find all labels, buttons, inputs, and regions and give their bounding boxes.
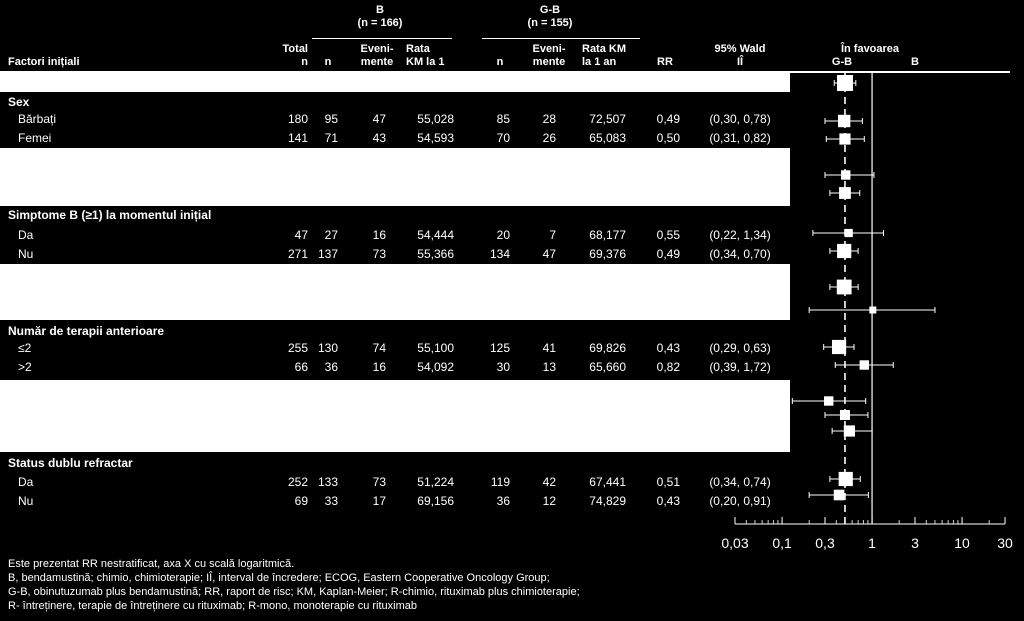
table-cell-b-km: 55,366 bbox=[417, 247, 454, 261]
group-gb-title: G-B (n = 155) bbox=[527, 4, 573, 29]
section-sex: Sex bbox=[8, 95, 30, 109]
table-cell-gb-km: 69,826 bbox=[589, 341, 626, 355]
table-cell-b-ev: 74 bbox=[372, 341, 386, 355]
col-b-n-header: n bbox=[324, 56, 332, 68]
table-cell-b-km: 54,092 bbox=[417, 360, 454, 374]
group-b-title: B (n = 166) bbox=[357, 4, 403, 29]
table-cell-gb-n: 70 bbox=[496, 131, 510, 145]
table-cell-total: 66 bbox=[294, 360, 308, 374]
table-cell-gb-km: 65,660 bbox=[589, 360, 626, 374]
hr-marker bbox=[824, 396, 833, 405]
table-cell-label: >2 bbox=[18, 360, 32, 374]
hr-marker bbox=[837, 244, 851, 258]
x-tick-label: 30 bbox=[997, 535, 1013, 551]
hr-marker bbox=[841, 170, 850, 179]
table-cell-b-n: 95 bbox=[324, 112, 338, 126]
table-cell-label: Bărbați bbox=[18, 112, 57, 126]
table-cell-rr: 0,50 bbox=[656, 131, 680, 145]
table-cell-b-km: 54,593 bbox=[417, 131, 454, 145]
table-cell-b-n: 137 bbox=[317, 247, 338, 261]
table-cell-b-km: 55,100 bbox=[417, 341, 454, 355]
table-cell-b-ev: 73 bbox=[372, 475, 386, 489]
hr-marker bbox=[839, 187, 851, 199]
table-cell-b-n: 27 bbox=[324, 228, 338, 242]
table-cell-b-ev: 17 bbox=[372, 494, 386, 508]
table-cell-total: 69 bbox=[294, 494, 308, 508]
table-cell-ci: (0,34, 0,74) bbox=[709, 475, 771, 489]
table-cell-total: 252 bbox=[287, 475, 308, 489]
table-cell-b-ev: 73 bbox=[372, 247, 386, 261]
table-cell-b-n: 133 bbox=[317, 475, 338, 489]
table-cell-gb-ev: 41 bbox=[542, 341, 556, 355]
table-cell-b-km: 55,028 bbox=[417, 112, 454, 126]
table-cell-ci: (0,39, 1,72) bbox=[709, 360, 771, 374]
table-cell-gb-n: 85 bbox=[496, 112, 510, 126]
table-cell-gb-ev: 13 bbox=[542, 360, 556, 374]
favor-b-label: B bbox=[911, 56, 919, 68]
table-cell-label: Nu bbox=[18, 247, 34, 261]
table-cell-label: Da bbox=[18, 475, 34, 489]
x-tick-label: 0,3 bbox=[815, 535, 835, 551]
x-tick-label: 0,1 bbox=[772, 535, 792, 551]
table-cell-ci: (0,22, 1,34) bbox=[709, 228, 771, 242]
table-cell-rr: 0,43 bbox=[656, 341, 680, 355]
table-cell-b-n: 36 bbox=[324, 360, 338, 374]
section-prior-therapies: Număr de terapii anterioare bbox=[8, 324, 165, 338]
col-gb-km-header: Rata KM la 1 an bbox=[582, 43, 627, 68]
table-cell-gb-n: 30 bbox=[496, 360, 510, 374]
table-cell-ci: (0,31, 0,82) bbox=[709, 131, 771, 145]
table-cell-label: Femei bbox=[18, 131, 52, 145]
hr-marker bbox=[860, 360, 869, 369]
table-cell-b-n: 33 bbox=[324, 494, 338, 508]
table-cell-b-ev: 47 bbox=[372, 112, 386, 126]
x-tick-label: 1 bbox=[868, 535, 876, 551]
table-cell-ci: (0,30, 0,78) bbox=[709, 112, 771, 126]
table-cell-b-km: 69,156 bbox=[417, 494, 454, 508]
footnote-4: R- întreținere, terapie de întreținere cu rituximab; R-mono, monoterapie cu rituximab bbox=[8, 600, 418, 612]
favor-title: În favoarea bbox=[840, 43, 900, 55]
table-cell-gb-km: 67,441 bbox=[589, 475, 626, 489]
hr-marker bbox=[837, 280, 852, 295]
hr-marker bbox=[839, 472, 853, 486]
table-cell-gb-ev: 7 bbox=[549, 228, 556, 242]
footnote-2: B, bendamustină; chimio, chimioterapie; IÎ, interval de încredere; ECOG, Eastern Cooperative Oncology Group; bbox=[8, 572, 550, 584]
table-cell-rr: 0,55 bbox=[656, 228, 680, 242]
favor-gb-label: G-B bbox=[831, 56, 853, 68]
table-cell-b-ev: 16 bbox=[372, 360, 386, 374]
table-cell-gb-ev: 42 bbox=[542, 475, 556, 489]
table-cell-rr: 0,43 bbox=[656, 494, 680, 508]
col-total-header: Total n bbox=[282, 43, 308, 68]
table-cell-gb-n: 20 bbox=[496, 228, 510, 242]
hr-marker bbox=[845, 229, 853, 237]
table-cell-total: 271 bbox=[287, 247, 308, 261]
col-rr-header: RR bbox=[657, 56, 673, 68]
table-cell-rr: 0,49 bbox=[656, 112, 680, 126]
section-b-symptoms: Simptome B (≥1) la momentul inițial bbox=[8, 208, 212, 222]
col-b-events-header: Eveni- mente bbox=[360, 43, 394, 68]
table-cell-rr: 0,49 bbox=[656, 247, 680, 261]
hr-marker bbox=[838, 115, 850, 127]
table-cell-b-ev: 43 bbox=[372, 131, 386, 145]
table-cell-gb-km: 74,829 bbox=[589, 494, 626, 508]
hr-marker bbox=[840, 410, 850, 420]
table-cell-ci: (0,29, 0,63) bbox=[709, 341, 771, 355]
table-cell-gb-km: 72,507 bbox=[589, 112, 626, 126]
table-cell-b-n: 71 bbox=[324, 131, 338, 145]
table-cell-gb-n: 119 bbox=[490, 475, 510, 489]
table-cell-gb-n: 125 bbox=[489, 341, 510, 355]
table-cell-b-ev: 16 bbox=[372, 228, 386, 242]
table-cell-total: 141 bbox=[287, 131, 308, 145]
table-cell-b-n: 130 bbox=[317, 341, 338, 355]
table-cell-gb-n: 36 bbox=[496, 494, 510, 508]
table-cell-b-km: 54,444 bbox=[417, 228, 454, 242]
x-tick-label: 3 bbox=[911, 535, 919, 551]
hr-marker bbox=[844, 425, 855, 436]
table-cell-label: ≤2 bbox=[18, 341, 32, 355]
table-cell-gb-n: 134 bbox=[489, 247, 510, 261]
table-cell-gb-ev: 26 bbox=[542, 131, 556, 145]
table-cell-rr: 0,51 bbox=[656, 475, 680, 489]
x-tick-label: 0,03 bbox=[721, 535, 749, 551]
x-tick-label: 10 bbox=[954, 535, 970, 551]
table-cell-gb-ev: 47 bbox=[542, 247, 556, 261]
hr-marker bbox=[837, 75, 853, 91]
table-cell-b-km: 51,224 bbox=[417, 475, 454, 489]
table-cell-rr: 0,82 bbox=[656, 360, 680, 374]
hr-marker bbox=[839, 133, 850, 144]
col-gb-n-header: n bbox=[496, 56, 504, 68]
hr-marker bbox=[832, 340, 846, 354]
footnote-1: Este prezentat RR nestratificat, axa X cu scală logaritmică. bbox=[8, 558, 295, 570]
table-cell-gb-ev: 12 bbox=[542, 494, 556, 508]
section-double-refractory: Status dublu refractar bbox=[8, 456, 133, 470]
table-cell-gb-km: 65,083 bbox=[589, 131, 626, 145]
table-cell-gb-km: 68,177 bbox=[589, 228, 626, 242]
table-cell-label: Nu bbox=[18, 494, 34, 508]
table-cell-total: 47 bbox=[294, 228, 308, 242]
table-cell-total: 180 bbox=[287, 112, 308, 126]
table-cell-label: Da bbox=[18, 228, 34, 242]
table-cell-gb-ev: 28 bbox=[542, 112, 556, 126]
col-factor-header: Factori inițiali bbox=[8, 56, 80, 68]
hr-marker bbox=[834, 490, 845, 501]
col-ci-header: 95% Wald IÎ bbox=[714, 43, 766, 68]
table-cell-ci: (0,20, 0,91) bbox=[709, 494, 771, 508]
table-cell-total: 255 bbox=[287, 341, 308, 355]
table-cell-gb-km: 69,376 bbox=[589, 247, 626, 261]
col-b-km-header: Rata KM la 1 bbox=[406, 43, 445, 68]
col-gb-events-header: Eveni- mente bbox=[532, 43, 566, 68]
table-cell-ci: (0,34, 0,70) bbox=[709, 247, 771, 261]
hr-marker bbox=[869, 307, 876, 314]
footnote-3: G-B, obinutuzumab plus bendamustină; RR, raport de risc; KM, Kaplan-Meier; R-chimio, rituximab plus chimioterapie; bbox=[8, 586, 580, 598]
